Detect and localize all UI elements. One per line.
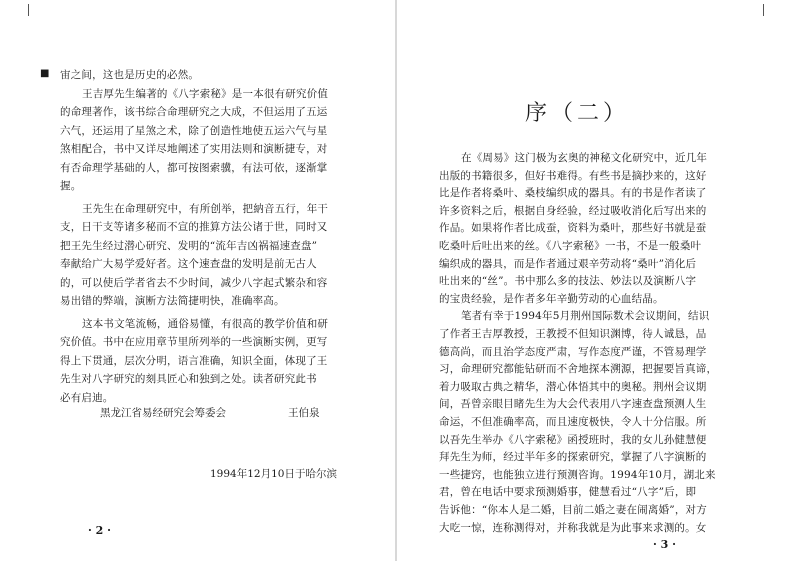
left-page — [0, 0, 396, 561]
text-line: 笔者有幸于1994年5月荆州国际数术会议期间，结识 — [461, 310, 710, 323]
right-page — [397, 0, 793, 561]
text-line: 以吾先生举办《八字索秘》函授班时，我的女儿孙健慧便 — [439, 433, 707, 446]
text-line: 出版的书籍很多，但好书难得。有些书是摘抄来的，这好 — [439, 169, 707, 182]
text-line: 作品。如果将作者比成蚕，资料为桑叶，那些好书就是蚕 — [439, 222, 707, 235]
text-line: 先生对八字研究的刻具匠心和独到之处。读者研究此书 — [60, 373, 317, 385]
text-line: 拜先生为师，经过半年多的探索研究，掌握了八字演断的 — [439, 451, 707, 464]
text-line: 着力吸取古典之精华，潜心体悟其中的奥秘。荆州会议期 — [439, 380, 707, 393]
text-line: 有否命理学基础的人，都可按图索骥，有法可依，逐渐掌 — [60, 161, 328, 174]
text-line: 大吃一惊，连称测得对，并称我就是为此事来求测的。女 — [439, 521, 707, 534]
text-line: 宙之间，这也是历史的必然。 — [60, 69, 200, 81]
text-line: 了作者王吉厚教授，王教授不但知识渊博，待人诚恳，品 — [439, 328, 707, 340]
text-line: 命运，不但准确率高，而且速度极快，令人十分信服。所 — [439, 416, 707, 428]
page-number-right: · 3 · — [653, 538, 676, 551]
signature-date: 1994年12月10日于哈尔滨 — [210, 468, 337, 480]
text-line: 君，曾在电话中要求预测婚事，健慧看过“八字”后，即 — [439, 486, 697, 499]
text-line: 的宝贵经验，是作者多年辛勤劳动的心血结晶。 — [439, 292, 664, 305]
signature-organization: 黑龙江省易经研究会筹委会 — [100, 407, 226, 419]
text-line: 比是作者将桑叶、桑枝编织成的器具。有的书是作者读了 — [439, 187, 707, 200]
text-line: 习，命理研究都能钻研而不舍地探本溯源，把握要旨真谛， — [439, 363, 718, 376]
signature-name: 王伯泉 — [288, 407, 320, 419]
text-line: 告诉他：“你本人是二婚，目前二婚之妻在闹离婚”，对方 — [439, 504, 707, 516]
edge-tick — [28, 4, 29, 16]
text-line: 得上下贯通，层次分明，语言准确，知识全面，体现了王 — [60, 354, 328, 367]
text-line: 王吉厚先生编著的《八字索秘》是一本很有研究价值 — [82, 87, 329, 100]
text-line: 编织成的器具，而是作者通过艰辛劳动将“桑叶”消化后 — [439, 257, 697, 270]
text-line: 六气，还运用了星煞之术，除了创造性地使五运六气与星 — [60, 124, 328, 137]
edge-tick — [763, 4, 764, 16]
section-title: 序（二） — [525, 101, 630, 126]
text-line: 奉献给广大易学爱好者。这个速查盘的发明是前无古人 — [60, 258, 317, 270]
text-line: 支，日干支等诸多秘而不宣的推算方法公诸于世，同时又 — [60, 221, 328, 233]
text-line: 易出错的弊端，演断方法简捷明快，准确率高。 — [60, 295, 285, 307]
text-line: 在《周易》这门极为玄奥的神秘文化研究中，近几年 — [461, 152, 708, 164]
text-line: 的命理著作，该书综合命理研究之大成，不但运用了五运 — [60, 106, 328, 118]
text-line: 必有启迪。 — [60, 391, 114, 404]
text-line: 握。 — [60, 180, 82, 192]
text-line: 这本书文笔流畅，通俗易懂，有很高的教学价值和研 — [82, 317, 329, 330]
bullet-mark: ■ — [40, 68, 50, 79]
text-line: 间，吾曾亲眼目睹先生为大会代表用八字速查盘预测人生 — [439, 398, 707, 411]
text-line: 吐出来的“丝”。书中那么多的技法、妙法以及演断八字 — [439, 275, 697, 288]
text-line: 吃桑叶后吐出来的丝。《八字索秘》一书，不是一般桑叶 — [439, 240, 702, 252]
text-line: 把王先生经过潜心研究、发明的“流年吉凶祸福速查盘” — [60, 239, 318, 252]
text-line: 王先生在命理研究中，有所创举，把納音五行，年干 — [82, 202, 329, 215]
text-line: 许多资料之后，根据自身经验，经过吸收消化后写出来的 — [439, 204, 707, 217]
text-line: 煞相配合，书中又详尽地阐述了实用法则和演断捷专，对 — [60, 143, 328, 155]
text-line: 究价值。书中在应用章节里所列举的一些演断实例，更写 — [60, 336, 328, 348]
text-line: 的，可以使后学者省去不少时间，减少八字起式繁杂和容 — [60, 276, 328, 289]
text-line: 一些捷窍，也能独立进行预测咨询。1994年10月，湖北来 — [439, 468, 716, 481]
page-number-left: · 2 · — [88, 524, 111, 537]
text-line: 德高尚，而且治学态度严肃，写作态度严谨，不管易理学 — [439, 345, 707, 358]
